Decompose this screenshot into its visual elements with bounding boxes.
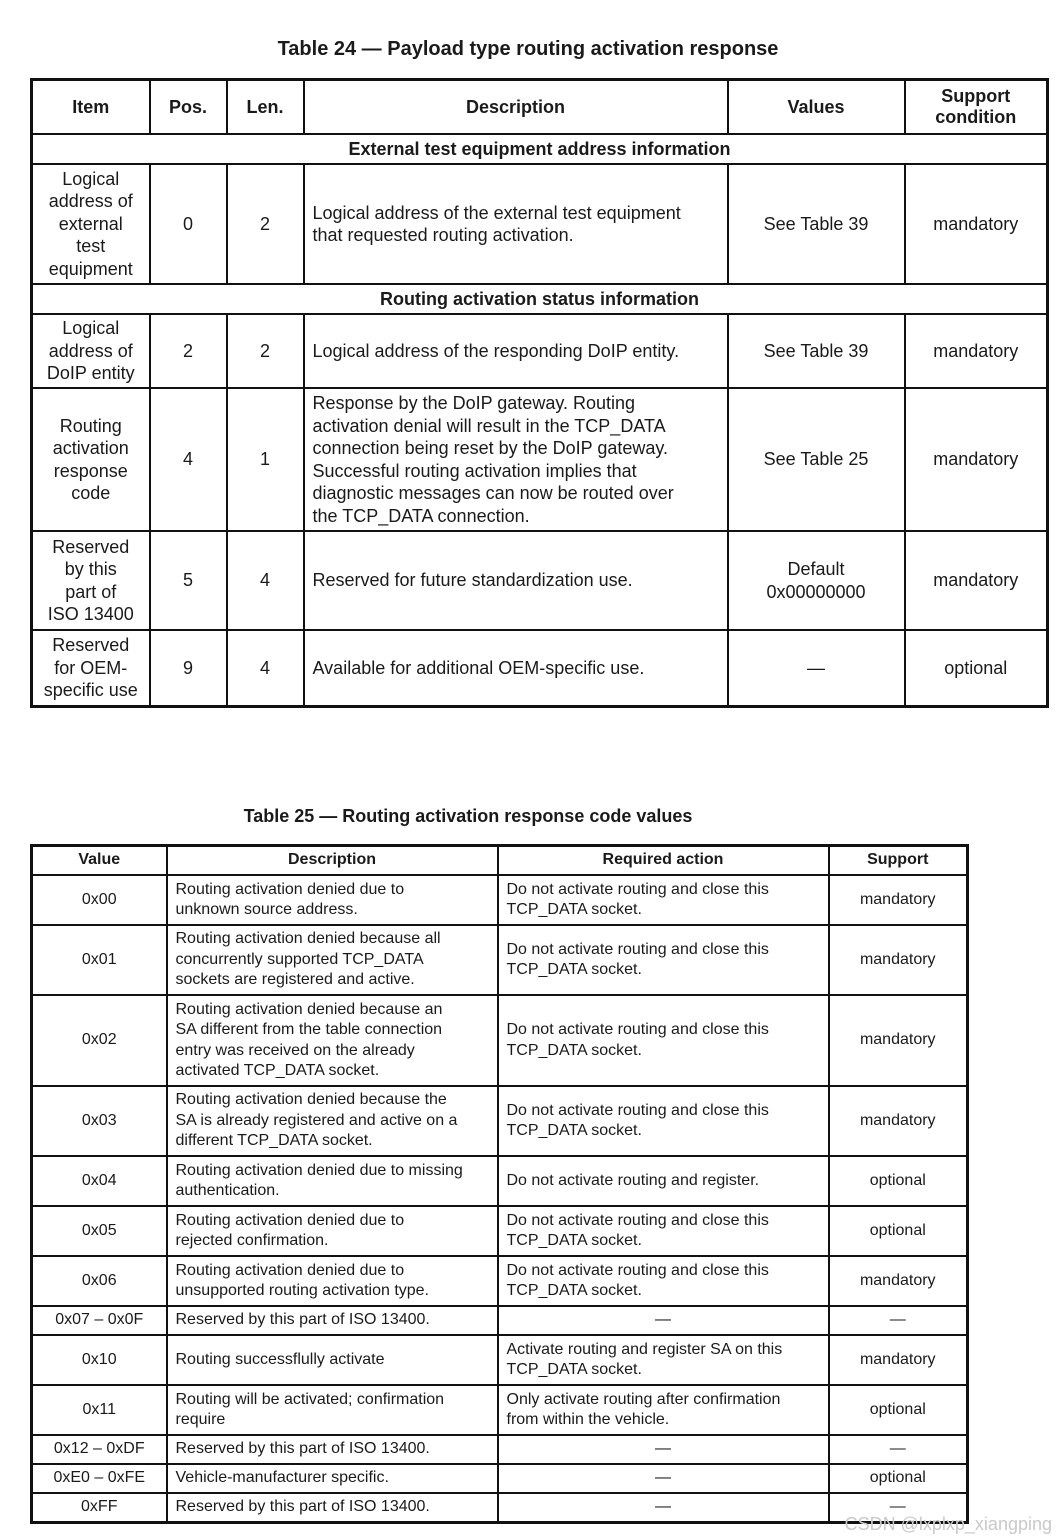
header-pos: Pos.: [150, 80, 227, 135]
table-24-caption: Table 24 — Payload type routing activation response: [277, 38, 779, 60]
cell-required-action: —: [498, 1493, 829, 1522]
cell-support: mandatory: [829, 1086, 968, 1156]
cell-len: 2: [227, 314, 304, 388]
cell-support: mandatory: [829, 925, 968, 995]
cell-required-action: Do not activate routing and close this TCP_DATA socket.: [498, 995, 829, 1086]
cell-support: mandatory: [905, 531, 1048, 630]
cell-len: 4: [227, 630, 304, 706]
table-row: [32, 875, 968, 925]
table-row: [32, 1086, 968, 1156]
cell-len: 4: [227, 531, 304, 630]
cell-values: See Table 39: [728, 164, 905, 284]
cell-item: Reserved by this part of ISO 13400: [32, 531, 150, 630]
cell-item: Routing activation response code: [32, 388, 150, 531]
header-item: Item: [32, 80, 150, 135]
cell-required-action: Do not activate routing and close this TCP_DATA socket.: [498, 925, 829, 995]
table-row: [32, 164, 1048, 284]
cell-required-action: —: [498, 1306, 829, 1335]
cell-support: optional: [829, 1464, 968, 1493]
cell-item: Logical address of DoIP entity: [32, 314, 150, 388]
table-row: [32, 1385, 968, 1435]
table-25-caption: Table 25 — Routing activation response code values: [243, 806, 693, 826]
cell-values: Default 0x00000000: [728, 531, 905, 630]
table-row: [32, 1256, 968, 1306]
section-row: [32, 284, 1048, 314]
cell-required-action: Do not activate routing and close this TCP_DATA socket.: [498, 1256, 829, 1306]
table-row: [32, 1335, 968, 1385]
cell-pos: 9: [150, 630, 227, 706]
header-len: Len.: [227, 80, 304, 135]
table-row: [32, 1206, 968, 1256]
cell-support: mandatory: [829, 875, 968, 925]
table-25-body: [32, 875, 968, 1522]
cell-values: See Table 39: [728, 314, 905, 388]
table-row: [32, 995, 968, 1086]
cell-support: —: [829, 1493, 968, 1522]
cell-pos: 4: [150, 388, 227, 531]
header-values: Values: [728, 80, 905, 135]
table-25: [30, 844, 969, 1524]
cell-description: Routing activation denied due to missing authentication.: [167, 1156, 498, 1206]
cell-description: Response by the DoIP gateway. Routing activation denial will result in the TCP_DATA connection being reset by the DoIP gateway. Successful routing activation implies that diagnostic messages can now be routed over the TCP_DATA connection.: [304, 388, 728, 531]
cell-item: Logical address of external test equipment: [32, 164, 150, 284]
cell-values: See Table 25: [728, 388, 905, 531]
cell-required-action: —: [498, 1435, 829, 1464]
cell-value: 0x03: [32, 1086, 167, 1156]
cell-description: Logical address of the external test equipment that requested routing activation.: [304, 164, 728, 284]
watermark: CSDN @lxplxp_xiangping: [844, 1514, 1052, 1534]
section-title: External test equipment address information: [32, 134, 1048, 164]
table-row: [32, 1464, 968, 1493]
cell-support: mandatory: [829, 995, 968, 1086]
table-row: [32, 314, 1048, 388]
cell-support: optional: [829, 1156, 968, 1206]
cell-support: mandatory: [829, 1335, 968, 1385]
cell-value: 0x05: [32, 1206, 167, 1256]
cell-support: mandatory: [905, 314, 1048, 388]
cell-description: Available for additional OEM-specific use.: [304, 630, 728, 706]
cell-support: mandatory: [905, 164, 1048, 284]
cell-required-action: Do not activate routing and close this TCP_DATA socket.: [498, 1086, 829, 1156]
cell-description: Routing activation denied because an SA different from the table connection entry was received on the already activated TCP_DATA socket.: [167, 995, 498, 1086]
cell-required-action: Do not activate routing and close this TCP_DATA socket.: [498, 1206, 829, 1256]
header-support-condition: Support condition: [905, 80, 1048, 135]
cell-description: Routing successflully activate: [167, 1335, 498, 1385]
cell-value: 0x02: [32, 995, 167, 1086]
cell-value: 0xE0 – 0xFE: [32, 1464, 167, 1493]
table-24: [30, 78, 1049, 708]
cell-required-action: Do not activate routing and close this TCP_DATA socket.: [498, 875, 829, 925]
cell-value: 0x12 – 0xDF: [32, 1435, 167, 1464]
cell-value: 0x11: [32, 1385, 167, 1435]
header-description: Description: [304, 80, 728, 135]
cell-support: optional: [829, 1206, 968, 1256]
cell-support: —: [829, 1306, 968, 1335]
cell-values: —: [728, 630, 905, 706]
table-row: [32, 388, 1048, 531]
cell-pos: 2: [150, 314, 227, 388]
cell-required-action: —: [498, 1464, 829, 1493]
cell-value: 0xFF: [32, 1493, 167, 1522]
header-support: Support: [829, 846, 968, 876]
cell-value: 0x01: [32, 925, 167, 995]
section-title: Routing activation status information: [32, 284, 1048, 314]
table-row: [32, 531, 1048, 630]
header-description: Description: [167, 846, 498, 876]
cell-support: mandatory: [905, 388, 1048, 531]
cell-value: 0x07 – 0x0F: [32, 1306, 167, 1335]
cell-required-action: Activate routing and register SA on this TCP_DATA socket.: [498, 1335, 829, 1385]
cell-value: 0x04: [32, 1156, 167, 1206]
cell-support: mandatory: [829, 1256, 968, 1306]
cell-support: optional: [905, 630, 1048, 706]
cell-description: Routing activation denied due to rejected confirmation.: [167, 1206, 498, 1256]
cell-description: Routing activation denied because all concurrently supported TCP_DATA sockets are registered and active.: [167, 925, 498, 995]
table-row: [32, 630, 1048, 706]
cell-support: —: [829, 1435, 968, 1464]
table-row: [32, 1156, 968, 1206]
cell-item: Reserved for OEM- specific use: [32, 630, 150, 706]
cell-description: Routing activation denied due to unsupported routing activation type.: [167, 1256, 498, 1306]
cell-support: optional: [829, 1385, 968, 1435]
table-25-header-row: [32, 846, 968, 876]
table-row: [32, 1435, 968, 1464]
cell-required-action: Only activate routing after confirmation from within the vehicle.: [498, 1385, 829, 1435]
cell-len: 1: [227, 388, 304, 531]
cell-description: Routing activation denied because the SA is already registered and active on a different TCP_DATA socket.: [167, 1086, 498, 1156]
cell-value: 0x00: [32, 875, 167, 925]
table-row: [32, 1493, 968, 1522]
cell-value: 0x10: [32, 1335, 167, 1385]
cell-value: 0x06: [32, 1256, 167, 1306]
table-24-header-row: [32, 80, 1048, 135]
cell-description: Routing will be activated; confirmation require: [167, 1385, 498, 1435]
cell-description: Reserved for future standardization use.: [304, 531, 728, 630]
cell-pos: 0: [150, 164, 227, 284]
header-required-action: Required action: [498, 846, 829, 876]
cell-description: Reserved by this part of ISO 13400.: [167, 1435, 498, 1464]
table-row: [32, 925, 968, 995]
table-row: [32, 1306, 968, 1335]
section-row: [32, 134, 1048, 164]
cell-description: Vehicle-manufacturer specific.: [167, 1464, 498, 1493]
cell-pos: 5: [150, 531, 227, 630]
cell-description: Reserved by this part of ISO 13400.: [167, 1493, 498, 1522]
cell-description: Routing activation denied due to unknown source address.: [167, 875, 498, 925]
cell-description: Logical address of the responding DoIP entity.: [304, 314, 728, 388]
header-value: Value: [32, 846, 167, 876]
cell-required-action: Do not activate routing and register.: [498, 1156, 829, 1206]
cell-len: 2: [227, 164, 304, 284]
cell-description: Reserved by this part of ISO 13400.: [167, 1306, 498, 1335]
